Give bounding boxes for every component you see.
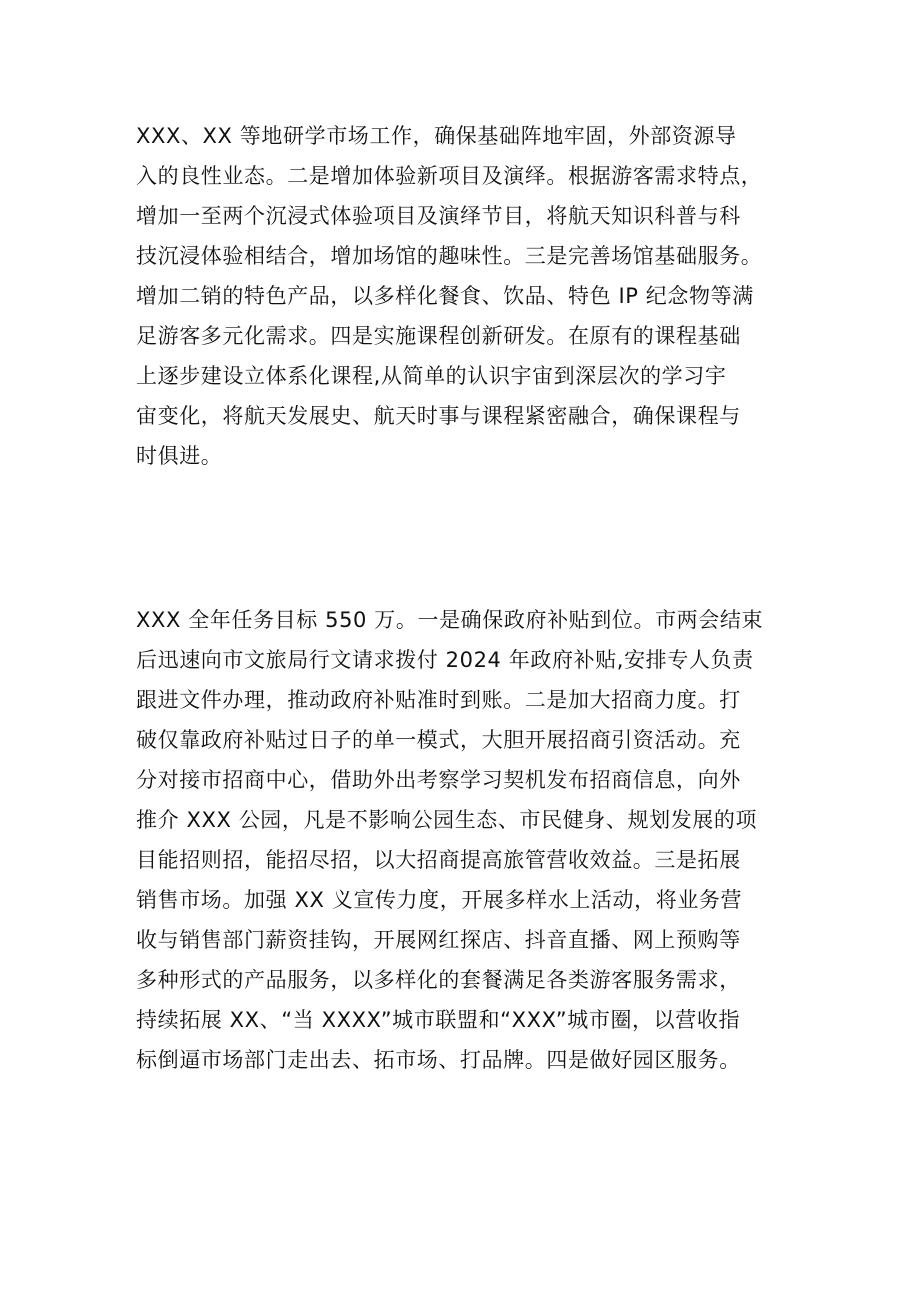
text-line: XXX 全年任务目标 550 万。一是确保政府补贴到位。市两会结束: [136, 608, 764, 632]
text-line: 分对接市招商中心，借助外出考察学习契机发布招商信息，向外: [136, 768, 741, 792]
text-line: 时俱进。: [136, 444, 223, 468]
text-line: 目能招则招，能招尽招，以大招商提高旅管营收效益。三是拓展: [136, 848, 741, 872]
text-line: 破仅靠政府补贴过日子的单一模式，大胆开展招商引资活动。充: [136, 728, 741, 752]
text-line: 上逐步建设立体系化课程,从简单的认识宇宙到深层次的学习宇: [136, 364, 727, 388]
text-line: 技沉浸体验相结合，增加场馆的趣味性。三是完善场馆基础服务。: [136, 244, 763, 268]
text-line: 销售市场。加强 XX 义宣传力度，开展多样水上活动，将业务营: [136, 888, 743, 912]
paragraph-study-tour-market: [136, 116, 796, 476]
text-line: 入的良性业态。二是增加体验新项目及演绎。根据游客需求特点，: [136, 164, 763, 188]
text-line: XXX、XX 等地研学市场工作，确保基础阵地牢固，外部资源导: [136, 124, 737, 148]
text-line: 增加二销的特色产品，以多样化餐食、饮品、特色 IP 纪念物等满: [136, 284, 754, 308]
text-line: 跟进文件办理，推动政府补贴准时到账。二是加大招商力度。打: [136, 688, 741, 712]
text-line: 增加一至两个沉浸式体验项目及演绎节目，将航天知识科普与科: [136, 204, 741, 228]
text-line: 多种形式的产品服务，以多样化的套餐满足各类游客服务需求，: [136, 968, 741, 992]
text-line: 后迅速向市文旅局行文请求拨付 2024 年政府补贴,安排专人负责: [136, 648, 754, 672]
paragraph-annual-target: [136, 600, 796, 1080]
text-line: 推介 XXX 公园，凡是不影响公园生态、市民健身、规划发展的项: [136, 808, 758, 832]
text-line: 收与销售部门薪资挂钩，开展网红探店、抖音直播、网上预购等: [136, 928, 741, 952]
text-line: 足游客多元化需求。四是实施课程创新研发。在原有的课程基础: [136, 324, 741, 348]
text-line: 标倒逼市场部门走出去、拓市场、打品牌。四是做好园区服务。: [136, 1048, 741, 1072]
text-line: 宙变化，将航天发展史、航天时事与课程紧密融合，确保课程与: [136, 404, 741, 428]
text-line: 持续拓展 XX、“当 XXXX”城市联盟和“XXX”城市圈，以营收指: [136, 1008, 741, 1032]
